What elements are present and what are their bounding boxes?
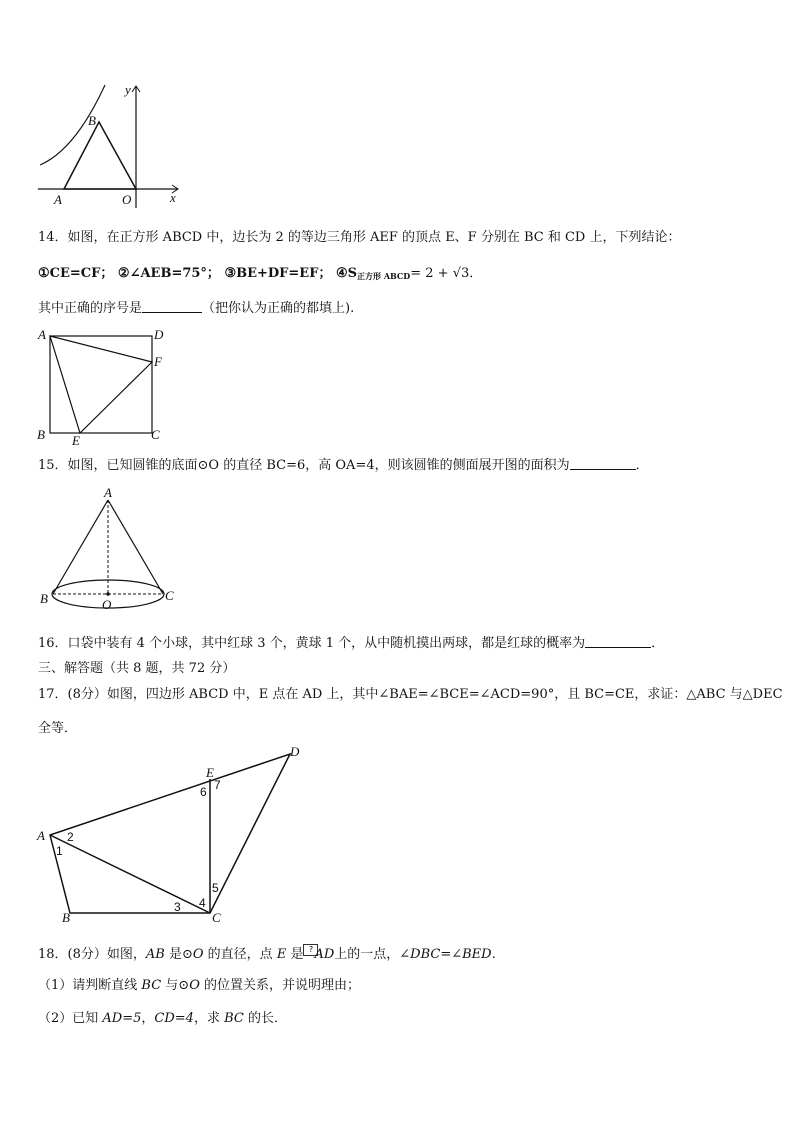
angle-7: 7	[214, 778, 221, 792]
q14-choice-4: $④S_{正方形 ABCD}= 2 + √3$．	[335, 266, 483, 281]
q14-choice-3: ③BE+DF=EF；	[224, 266, 332, 281]
angle-4: 4	[199, 896, 206, 910]
label-O: O	[122, 192, 132, 207]
label-A: A	[54, 192, 62, 207]
label-B: B	[88, 113, 96, 128]
segment-AC	[50, 835, 210, 913]
angle-1: 1	[56, 844, 63, 858]
label-C: C	[212, 910, 221, 925]
triangle-AEF	[50, 336, 152, 433]
label-B: B	[37, 427, 45, 442]
angle-2: 2	[67, 830, 74, 844]
label-A: A	[38, 327, 46, 342]
q16-line1: 16．口袋中装有 4 个小球，其中红球 3 个，黄球 1 个，从中随机摸出两球，都是红球的概率为 ．	[38, 636, 665, 651]
q18-line1: 18．(8分）如图，AB 是⊙O 的直径，点 E 是 ?AD上的一点，∠DBC=∠BED．	[38, 945, 505, 962]
quadrilateral-ABCD	[50, 754, 290, 913]
q17-line1: 17．(8分）如图，四边形 ABCD 中，E 点在 AD 上，其中∠BAE=∠BCE=∠ACD=90°，且 BC=CE，求证：△ABC 与△DEC	[38, 687, 783, 702]
label-O: O	[102, 597, 112, 612]
answer-blank[interactable]	[142, 300, 202, 313]
answer-blank[interactable]	[570, 457, 636, 470]
q15-line1: 15．如图，已知圆锥的底面⊙O 的直径 BC=6，高 OA=4，则该圆锥的侧面展开图的面积为 ．	[38, 458, 649, 473]
label-F: F	[154, 354, 162, 369]
label-E: E	[206, 765, 214, 780]
triangle-ABO	[64, 122, 136, 189]
label-D: D	[290, 744, 300, 759]
label-B: B	[62, 910, 70, 925]
angle-6: 6	[200, 785, 207, 799]
answer-blank[interactable]	[585, 635, 651, 648]
label-C: C	[151, 427, 160, 442]
q14-line3: 其中正确的序号是 （把你认为正确的都填上).	[38, 301, 355, 316]
q18-part2: （2）已知 AD=5，CD=4，求 BC 的长．	[38, 1011, 287, 1026]
q14-choices	[38, 265, 482, 285]
angle-5: 5	[212, 881, 219, 895]
label-B: B	[40, 591, 48, 606]
figure-q14-square	[34, 326, 174, 446]
label-E: E	[72, 433, 80, 448]
q18-part1: （1）请判断直线 BC 与⊙O 的位置关系，并说明理由；	[38, 978, 360, 993]
label-x: x	[170, 190, 176, 205]
figure-q17-quadrilateral	[34, 742, 314, 927]
q14-line1: 14．如图，在正方形 ABCD 中，边长为 2 的等边三角形 AEF 的顶点 E、F 分别在 BC 和 CD 上，下列结论：	[38, 230, 681, 245]
figure-q13	[30, 80, 190, 210]
label-C: C	[165, 588, 174, 603]
label-D: D	[154, 327, 164, 342]
arc-symbol-icon: ?	[303, 944, 318, 956]
center-point	[106, 592, 110, 596]
q14-choice-2: ②∠AEB=75°；	[117, 266, 220, 281]
q14-choice-1: ①CE=CF；	[38, 266, 114, 281]
section-title: 三、解答题（共 8 题，共 72 分）	[38, 661, 236, 676]
label-y: y	[125, 82, 131, 97]
q17-line2: 全等．	[38, 721, 78, 736]
label-A: A	[37, 828, 45, 843]
label-A: A	[104, 485, 112, 500]
angle-3: 3	[174, 900, 181, 914]
figure-q15-cone	[36, 484, 186, 614]
